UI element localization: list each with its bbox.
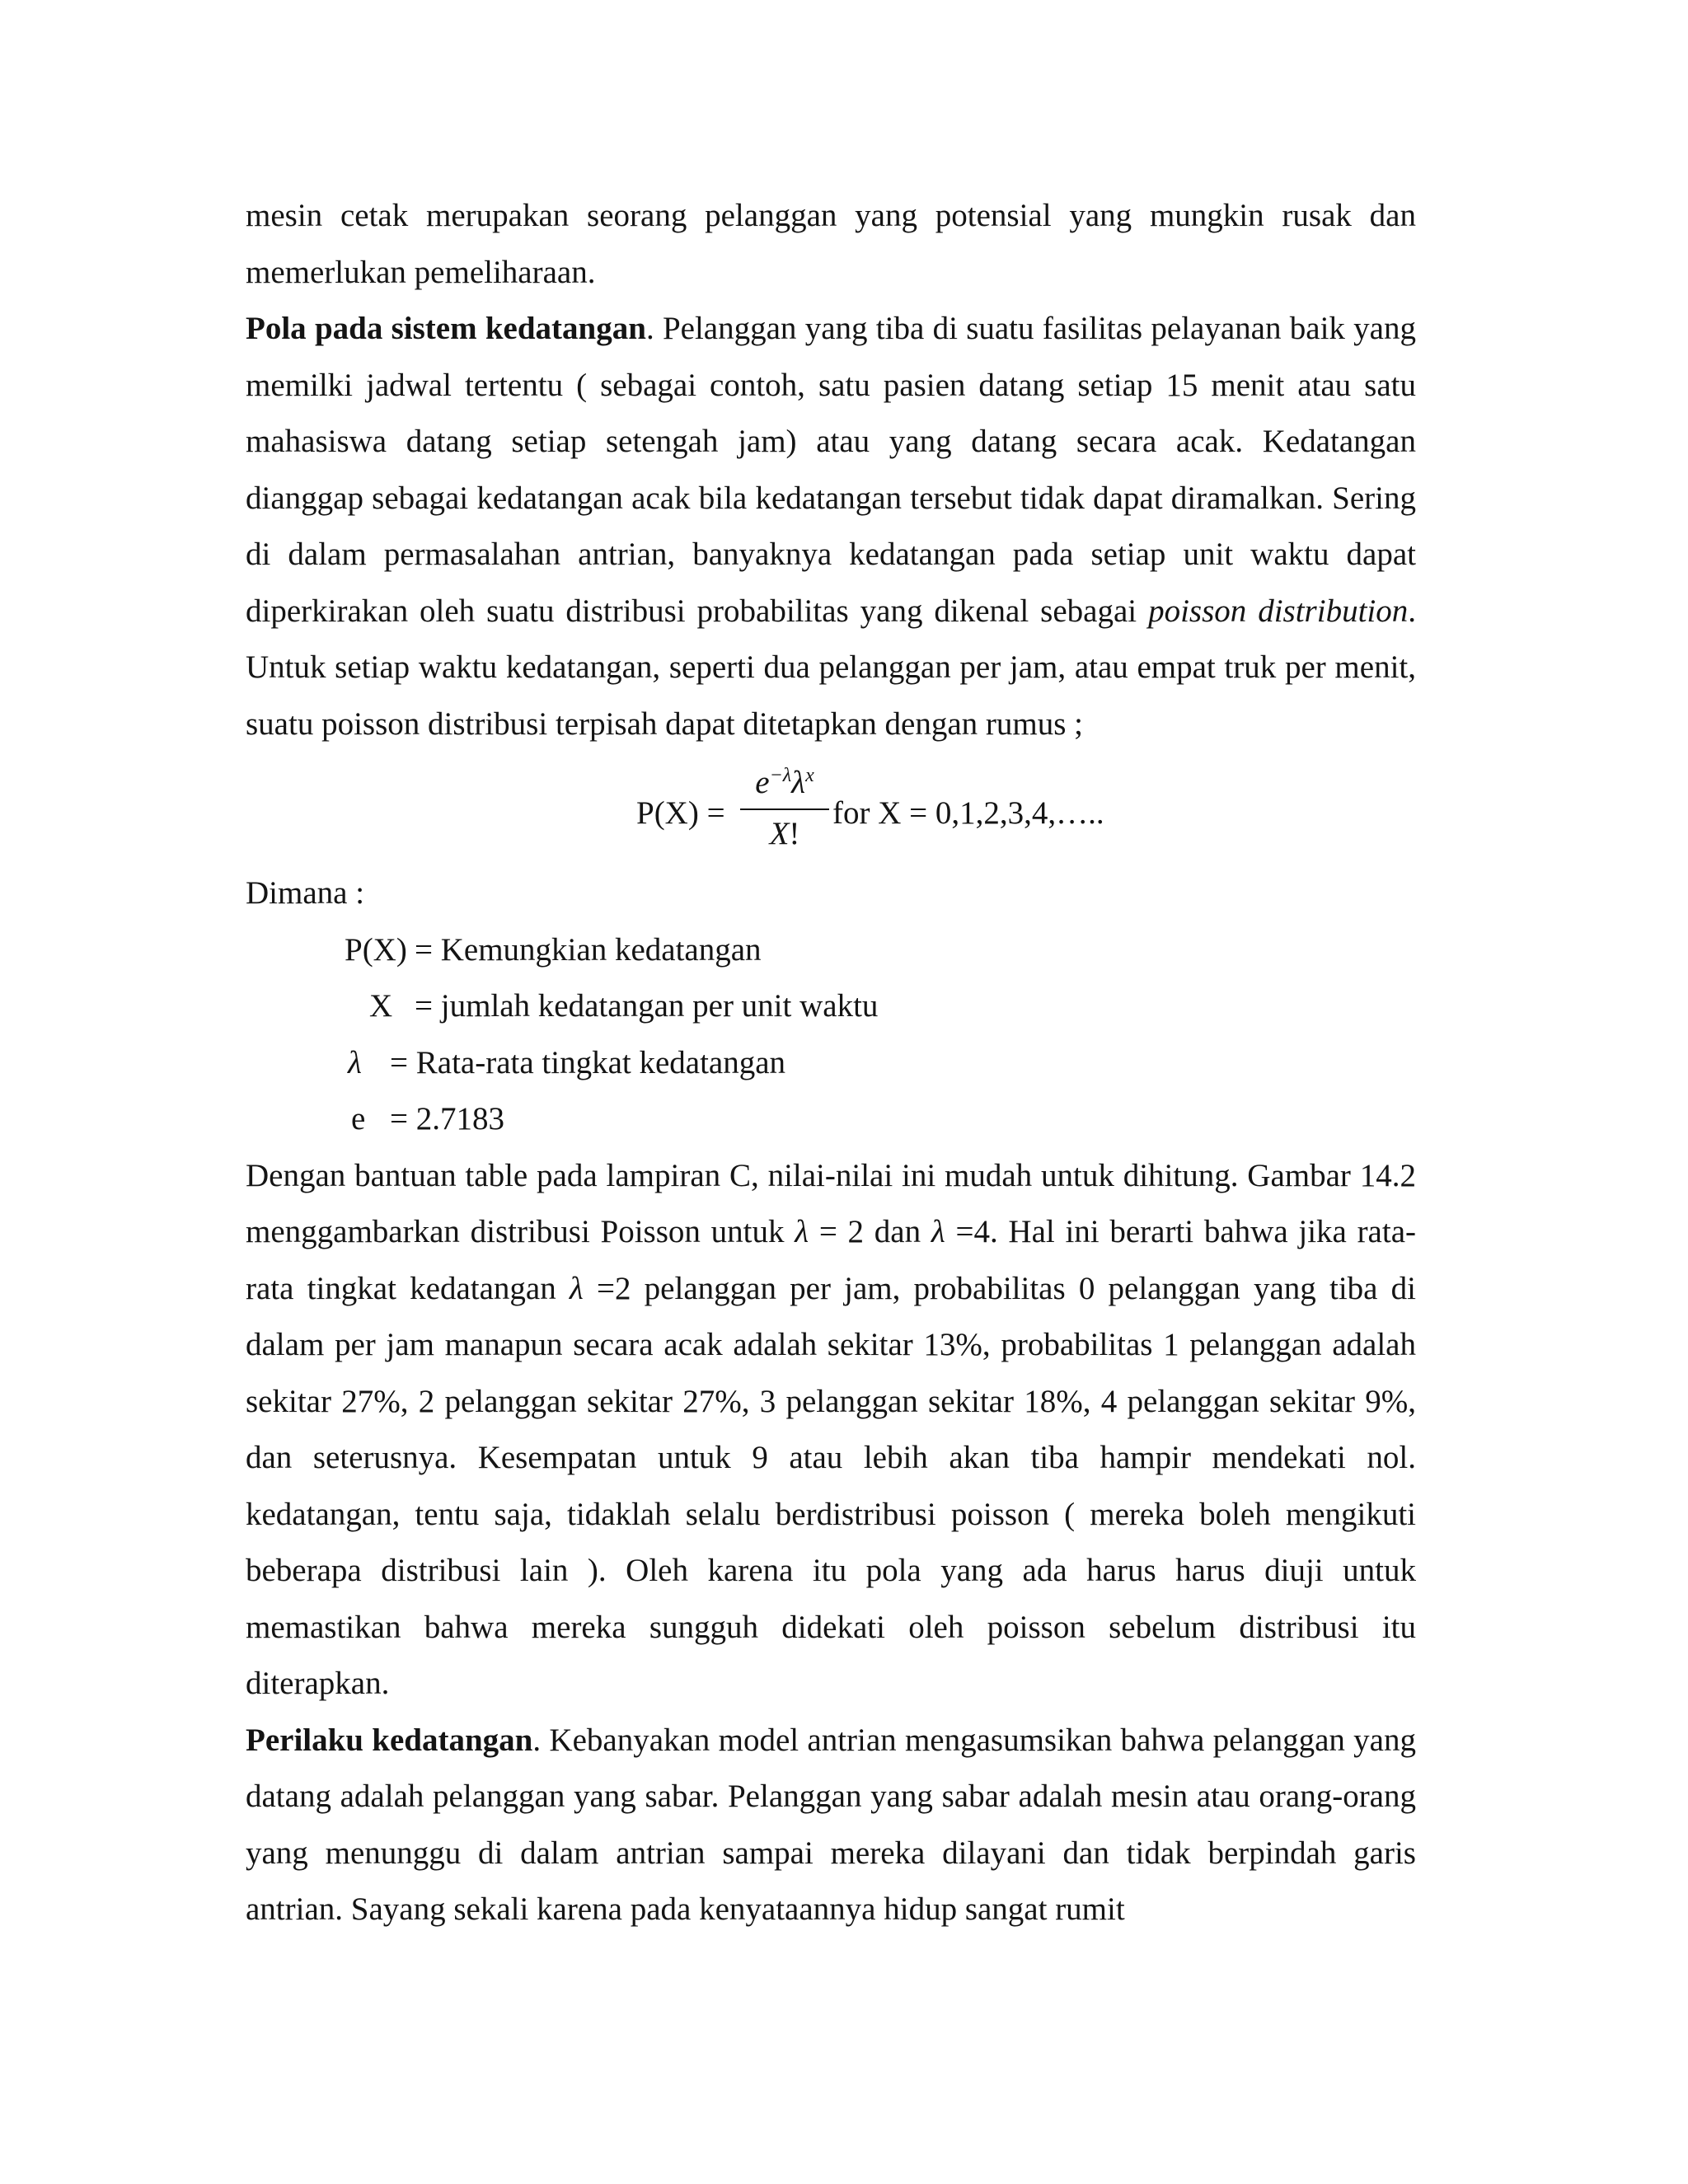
formula-fraction-bar xyxy=(740,808,829,810)
formula-num-base: e xyxy=(755,765,770,800)
definition-desc: = Rata-rata tingkat kedatangan xyxy=(390,1044,786,1080)
lambda-symbol: λ xyxy=(569,1270,584,1306)
definition-row xyxy=(246,922,1416,979)
definitions-list xyxy=(246,922,1416,1148)
arrival-behavior-text: . Kebanyakan model antrian mengasumsikan bahwa pelanggan yang datang adalah pelanggan yang sabar. Pelanggan yang sabar adalah mesin atau orang-orang yang menunggu di dalam antrian sampai mereka dilayani dan tidak berpindah garis antrian. Sayang sekali karena pada kenyataannya hidup sangat rumit xyxy=(246,1722,1416,1927)
definition-row xyxy=(246,1091,1416,1148)
paragraph-poisson-example xyxy=(246,1148,1416,1713)
formula-num-lambda-exp: x xyxy=(805,765,814,786)
definition-term: e xyxy=(351,1101,366,1137)
definition-row xyxy=(246,1035,1416,1092)
definition-term: P(X) xyxy=(345,931,407,968)
definition-term: λ xyxy=(348,1044,362,1080)
poisson-example-s1: Dengan bantuan table pada lampiran C, nilai-nilai ini mudah untuk dihitung. Gambar 14.2 menggambarkan distribusi Poisson untuk xyxy=(246,1157,1416,1249)
lambda-symbol: λ xyxy=(931,1214,945,1249)
paragraph-intro xyxy=(246,188,1416,301)
formula-fraction xyxy=(738,752,831,865)
poisson-example-s3: =4. Hal ini berarti bahwa jika rata-rata tingkat kedatangan xyxy=(246,1214,1416,1306)
definition-desc: = Kemungkian kedatangan xyxy=(415,931,762,968)
formula-condition: for X = 0,1,2,3,4,….. xyxy=(832,795,1104,831)
definition-term: X xyxy=(369,988,393,1024)
formula-den-fact: ! xyxy=(789,816,800,851)
formula-denominator xyxy=(738,813,831,855)
formula-num-lambda: λ xyxy=(791,765,806,800)
arrival-pattern-text-b: . Untuk setiap waktu kedatangan, seperti dua pelanggan per jam, atau empat truk per menit, suatu poisson distribusi terpisah dapat ditetapkan dengan rumus ; xyxy=(246,593,1416,742)
poisson-example-s4: =2 pelanggan per jam, probabilitas 0 pelanggan yang tiba di dalam per jam manapun secara acak adalah sekitar 13%, probabilitas 1 pelanggan adalah sekitar 27%, 2 pelanggan sekitar 27%, 3 pelanggan sekitar 18%, 4 pelanggan sekitar 9%, dan seterusnya. Kesempatan untuk 9 atau lebih akan tiba hampir mendekati nol. kedatangan, tentu saja, tidaklah selalu berdistribusi poisson ( mereka boleh mengikuti beberapa distribusi lain ). Oleh karena itu pola yang ada harus harus diuji untuk memastikan bahwa mereka sungguh didekati oleh poisson sebelum distribusi itu diterapkan. xyxy=(246,1270,1416,1701)
paragraph-arrival-behavior xyxy=(246,1713,1416,1938)
poisson-distribution-term: poisson distribution xyxy=(1148,593,1409,629)
definition-desc: = jumlah kedatangan per unit waktu xyxy=(415,988,879,1024)
paragraph-arrival-pattern xyxy=(246,301,1416,752)
formula-lhs: P(X) = xyxy=(636,795,725,831)
document-page xyxy=(246,188,1416,1938)
poisson-formula xyxy=(246,752,1416,865)
heading-arrival-pattern: Pola pada sistem kedatangan xyxy=(246,311,646,346)
paragraph-intro-text: mesin cetak merupakan seorang pelanggan yang potensial yang mungkin rusak dan memerlukan pemeliharaan. xyxy=(246,198,1416,290)
definition-desc: = 2.7183 xyxy=(390,1101,504,1137)
arrival-pattern-text-a: . Pelanggan yang tiba di suatu fasilitas pelayanan baik yang memilki jadwal tertentu ( sebagai contoh, satu pasien datang setiap 15 menit atau satu mahasiswa datang setiap setengah jam) atau yang datang secara acak. Kedatangan dianggap sebagai kedatangan acak bila kedatangan tersebut tidak dapat diramalkan. Sering di dalam permasalahan antrian, banyaknya kedatangan pada setiap unit waktu dapat diperkirakan oleh suatu distribusi probabilitas yang dikenal sebagai xyxy=(246,311,1416,629)
definition-row xyxy=(246,978,1416,1035)
heading-arrival-behavior: Perilaku kedatangan xyxy=(246,1722,533,1758)
poisson-example-s2: = 2 dan xyxy=(809,1214,931,1249)
dimana-label: Dimana : xyxy=(246,875,365,911)
formula-den-var: X xyxy=(769,816,790,851)
formula-numerator xyxy=(738,759,831,799)
formula-num-exp: −λ xyxy=(769,765,792,786)
lambda-symbol: λ xyxy=(795,1214,809,1249)
